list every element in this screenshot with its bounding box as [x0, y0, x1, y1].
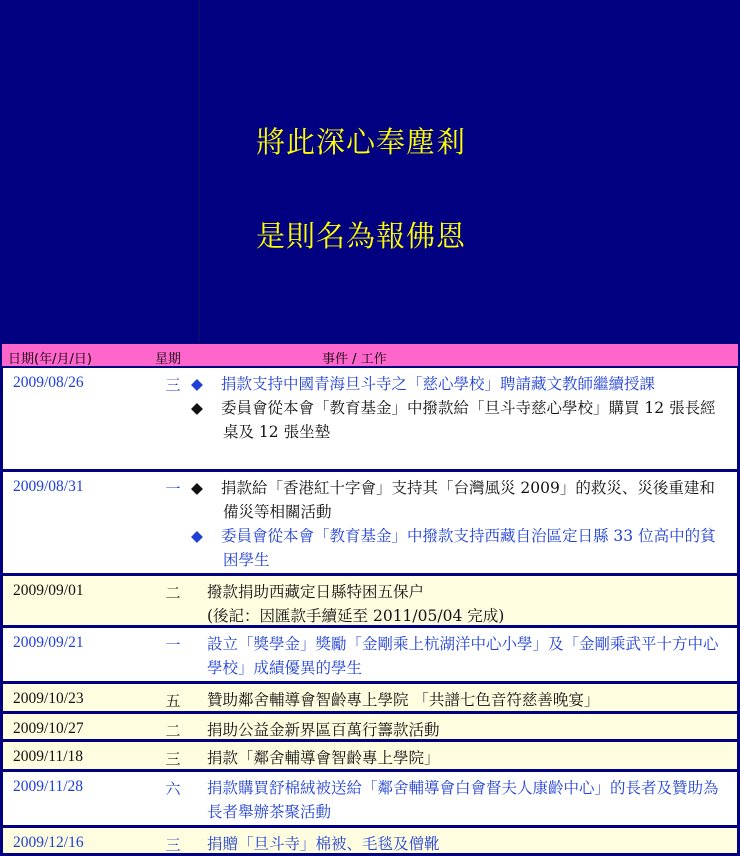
table-row — [0, 472, 740, 576]
row-events — [191, 476, 727, 572]
row-events — [207, 718, 727, 742]
event-item: ◆ 捐款給「香港紅十字會」支持其「台灣風災 2009」的救災、災後重建和備災等相關活動 — [207, 476, 727, 524]
table-row — [0, 714, 740, 742]
row-events — [207, 746, 727, 770]
table-row — [0, 772, 740, 828]
event-item: 設立「獎學金」獎勵「金剛乘上杭湖洋中心小學」及「金剛乘武平十方中心學校」成績優異的學生 — [207, 635, 719, 677]
event-item: 捐贈「旦斗寺」棉被、毛毯及僧靴 — [207, 835, 440, 853]
header-event: 事件 / 工作 — [322, 352, 387, 367]
row-day: 一 — [165, 480, 181, 498]
header-day: 星期 — [155, 352, 182, 367]
events-table — [0, 342, 740, 856]
diamond-bullet-icon: ◆ — [191, 375, 203, 393]
table-row — [0, 628, 740, 684]
table-row — [0, 742, 740, 772]
row-date: 2009/12/16 — [13, 834, 84, 851]
table-row — [0, 684, 740, 714]
event-item: ◆ 委員會從本會「教育基金」中撥款支持西藏自治區定日縣 33 位高中的貧困學生 — [207, 524, 727, 572]
row-events — [207, 688, 727, 712]
row-date: 2009/10/23 — [13, 690, 84, 707]
header-date: 日期(年/月/日) — [8, 352, 92, 367]
row-date: 2009/09/21 — [13, 634, 84, 651]
banner-divider — [198, 0, 200, 342]
table-body — [0, 368, 740, 856]
row-date: 2009/11/18 — [13, 748, 84, 765]
row-day: 三 — [165, 750, 181, 768]
row-date: 2009/10/27 — [13, 720, 84, 737]
event-item: 捐助公益金新界區百萬行籌款活動 — [207, 721, 440, 739]
row-events — [207, 632, 727, 680]
diamond-bullet-icon: ◆ — [191, 479, 203, 497]
event-item: 贊助鄰舍輔導會智齡專上學院 「共譜七色音符慈善晚宴」 — [207, 691, 600, 709]
event-item: 撥款捐助西藏定日縣特困五保户 — [207, 583, 425, 601]
diamond-bullet-icon: ◆ — [191, 527, 203, 545]
row-date: 2009/09/01 — [13, 582, 84, 599]
diamond-bullet-icon: ◆ — [191, 399, 203, 417]
row-events — [191, 372, 727, 444]
row-date: 2009/11/28 — [13, 778, 84, 795]
row-day: 五 — [165, 692, 181, 710]
banner-line-2: 是則名為報佛恩 — [256, 219, 467, 253]
table-row — [0, 368, 740, 472]
row-day: 二 — [165, 722, 181, 740]
row-events — [207, 580, 727, 628]
event-item: ◆ 捐款支持中國青海旦斗寺之「慈心學校」聘請藏文教師繼續授課 — [207, 372, 727, 396]
banner-line-1: 將此深心奉塵剎 — [256, 125, 467, 159]
event-item: 捐款「鄰舍輔導會智齡專上學院」 — [207, 749, 440, 767]
row-day: 六 — [165, 780, 181, 798]
table-row — [0, 576, 740, 628]
event-item: ◆ 委員會從本會「教育基金」中撥款給「旦斗寺慈心學校」購買 12 張長經桌及 12 張坐墊 — [207, 396, 727, 444]
event-item: (後記：因匯款手續延至 2011/05/04 完成) — [207, 607, 505, 625]
row-day: 二 — [165, 584, 181, 602]
row-day: 三 — [165, 836, 181, 854]
row-events — [207, 776, 727, 824]
row-day: 一 — [165, 636, 181, 654]
row-date: 2009/08/31 — [13, 478, 84, 495]
event-item: 捐款購買舒棉絨被送給「鄰舍輔導會白會督夫人康齡中心」的長者及贊助為長者舉辦茶聚活動 — [207, 779, 719, 821]
row-date: 2009/08/26 — [13, 374, 84, 391]
table-row — [0, 828, 740, 856]
row-day: 三 — [165, 376, 181, 394]
table-header — [0, 342, 740, 368]
banner — [0, 0, 740, 342]
row-events — [207, 832, 727, 856]
